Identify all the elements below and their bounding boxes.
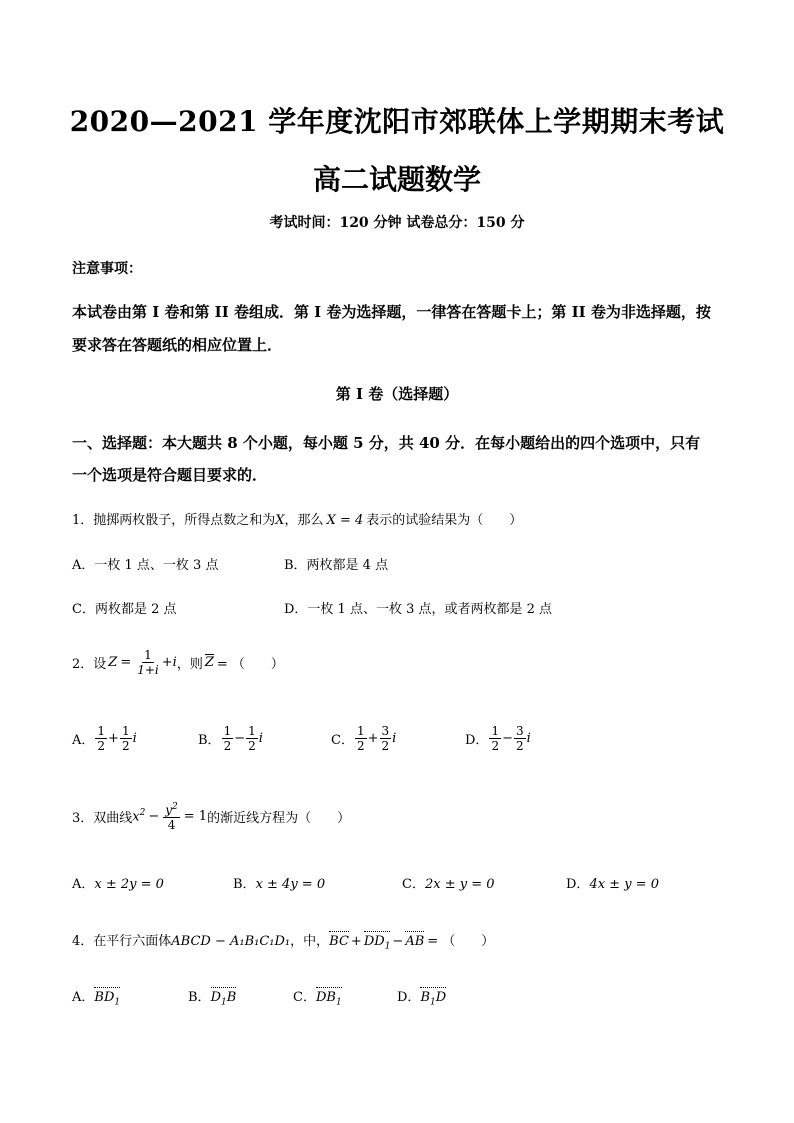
q4-option-label: A． xyxy=(72,990,95,1005)
q4-stem-part: ，中， xyxy=(290,934,330,949)
q3-option-a[interactable] xyxy=(72,873,164,892)
q3-stem-part: 的渐近线方程为（ ） xyxy=(207,810,351,826)
vec-base: BD xyxy=(94,990,115,1005)
q2-option-label: C． xyxy=(331,733,354,748)
vec-sub: 1 xyxy=(221,997,227,1008)
q4-vector-bc: BC xyxy=(329,934,349,949)
q4-vector-ab: AB xyxy=(405,934,425,949)
q3-fraction xyxy=(163,800,180,832)
vec-sub: 1 xyxy=(430,997,436,1008)
q2-option-c[interactable] xyxy=(331,724,396,753)
exam-info: 考试时间：120 分钟 试卷总分：150 分 xyxy=(269,215,525,231)
q2-option-frac xyxy=(222,724,234,753)
q4-vector-dd1 xyxy=(364,934,391,952)
vec-tail: B xyxy=(226,990,237,1005)
q4-option-vector xyxy=(316,990,342,1008)
q4-vector-dd1-base: DD xyxy=(363,934,385,949)
q2-fraction xyxy=(135,648,161,677)
q2-option-frac xyxy=(95,724,107,753)
q3-numerator: $y^2$ xyxy=(165,802,178,817)
q3-option-label: C． xyxy=(402,877,425,892)
q2-option-frac xyxy=(514,724,526,753)
q4-option-b[interactable] xyxy=(188,986,236,1008)
vec-base: B xyxy=(420,990,430,1005)
q2-stem-part: = （ ） xyxy=(216,657,284,672)
q4-stem-part: = （ ） xyxy=(427,934,495,949)
section-instruction-line1: 一、选择题：本大题共 8 个小题，每小题 5 分，共 40 分．在每小题给出的四个选项中，只有 xyxy=(72,434,701,452)
q2-z-conjugate: Z xyxy=(204,655,214,670)
frac-den: 2 xyxy=(515,739,524,753)
q3-option-label: B． xyxy=(233,877,256,892)
vec-sub: 1 xyxy=(114,997,121,1008)
q2-option-frac xyxy=(120,724,132,753)
q2-option-op: − xyxy=(502,731,513,746)
question-4-stem xyxy=(72,930,494,952)
notice-line2: 要求答在答题纸的相应位置上． xyxy=(72,336,283,354)
q2-option-a[interactable] xyxy=(72,724,137,753)
q1-equation: X = 4 xyxy=(326,513,364,528)
q3-option-d[interactable] xyxy=(566,873,659,892)
q2-numerator: 1 xyxy=(144,648,152,662)
q4-option-vector xyxy=(420,990,446,1008)
q2-option-op: + xyxy=(108,731,119,746)
section-instruction-line2: 一个选项是符合题目要求的． xyxy=(72,466,268,484)
q3-option-expr: x ± 4y = 0 xyxy=(255,877,326,892)
q4-minus: − xyxy=(392,934,404,949)
q4-option-a[interactable] xyxy=(72,986,120,1008)
q1-stem-part: 1．抛掷两枚骰子，所得点数之和为 xyxy=(72,513,276,528)
q2-option-d[interactable] xyxy=(465,724,531,753)
q1-option-c[interactable]: C．两枚都是 2 点 xyxy=(72,602,177,617)
q2-option-frac xyxy=(355,724,367,753)
q3-x-squared: $x^2$ xyxy=(132,807,146,825)
q2-option-op: − xyxy=(234,731,246,746)
q4-plus: + xyxy=(350,934,362,949)
vec-base: DB xyxy=(315,990,336,1005)
vec-sub: 1 xyxy=(335,997,342,1008)
q3-denominator: 4 xyxy=(167,818,176,832)
q3-option-expr: 4x ± y = 0 xyxy=(589,877,659,892)
q4-option-label: C． xyxy=(293,990,316,1005)
frac-num: 1 xyxy=(491,724,500,738)
q2-stem-part: ，则 xyxy=(176,657,203,672)
q1-stem-part: ，那么 xyxy=(284,513,324,528)
q3-y: y xyxy=(165,803,173,817)
q3-equals-one: = 1 xyxy=(183,808,208,824)
frac-den: 2 xyxy=(121,739,130,753)
q2-option-frac xyxy=(380,724,392,753)
q3-option-c[interactable] xyxy=(402,873,495,892)
q2-option-op: + xyxy=(367,731,379,746)
q3-option-label: A． xyxy=(72,877,95,892)
q2-stem-part: 2．设 xyxy=(72,657,107,672)
q2-plus-i: +i xyxy=(161,655,177,670)
frac-den: 2 xyxy=(97,739,106,753)
vec-tail: D xyxy=(435,990,447,1005)
q2-option-label: B． xyxy=(198,733,221,748)
q4-option-label: B． xyxy=(188,990,211,1005)
q2-option-i: i xyxy=(258,731,263,746)
q4-option-vector xyxy=(94,990,120,1008)
question-1-stem xyxy=(72,509,522,528)
frac-den: 2 xyxy=(381,739,390,753)
frac-den: 2 xyxy=(491,739,500,753)
q2-equals: = xyxy=(120,655,132,670)
q2-option-b[interactable] xyxy=(198,724,263,753)
q1-option-d[interactable]: D．一枚 1 点、一枚 3 点，或者两枚都是 2 点 xyxy=(284,602,553,617)
frac-num: 1 xyxy=(356,724,365,738)
frac-den: 2 xyxy=(356,739,365,753)
q3-minus: − xyxy=(148,808,160,824)
question-2-stem xyxy=(72,648,284,677)
frac-num: 1 xyxy=(248,724,256,738)
q3-option-expr: x ± 2y = 0 xyxy=(94,877,164,892)
q3-option-label: D． xyxy=(566,877,590,892)
q3-option-b[interactable] xyxy=(233,873,325,892)
frac-den: 2 xyxy=(248,739,256,753)
frac-num: 1 xyxy=(223,724,232,738)
q1-stem-part: 表示的试验结果为（ ） xyxy=(366,513,523,528)
q4-vector-dd1-sub: 1 xyxy=(384,941,391,952)
q2-option-frac xyxy=(489,724,501,753)
q2-option-i: i xyxy=(526,731,531,746)
q1-var-x: X xyxy=(275,513,285,528)
question-3-stem xyxy=(72,800,350,832)
q4-solid-name: ABCD − A₁B₁C₁D₁ xyxy=(171,934,291,949)
exam-title-line1: 2020—2021 学年度沈阳市郊联体上学期期末考试 xyxy=(69,105,725,138)
q1-option-b[interactable]: B．两枚都是 4 点 xyxy=(284,558,389,573)
exam-title-line2: 高二试题数学 xyxy=(312,163,481,196)
q2-denominator: 1+i xyxy=(137,663,159,677)
q3-stem-part: 3．双曲线 xyxy=(72,810,133,826)
q4-option-c[interactable] xyxy=(293,986,342,1008)
q4-stem-part: 4．在平行六面体 xyxy=(72,934,172,949)
frac-num: 3 xyxy=(381,724,390,738)
notice-heading: 注意事项： xyxy=(72,261,142,277)
q2-option-label: D． xyxy=(465,733,489,748)
q2-option-i: i xyxy=(132,731,137,746)
frac-num: 1 xyxy=(97,724,106,738)
q4-option-vector xyxy=(211,990,237,1008)
notice-line1: 本试卷由第 I 卷和第 II 卷组成．第 I 卷为选择题，一律答在答题卡上；第 II 卷为非选择题，按 xyxy=(72,303,711,321)
q2-option-label: A． xyxy=(72,733,95,748)
q3-option-expr: 2x ± y = 0 xyxy=(424,877,495,892)
q2-var-z: Z xyxy=(108,655,118,670)
vec-base: D xyxy=(210,990,221,1005)
frac-num: 3 xyxy=(515,724,524,738)
q4-option-label: D． xyxy=(397,990,421,1005)
q1-option-a[interactable]: A．一枚 1 点、一枚 3 点 xyxy=(72,558,219,573)
frac-num: 1 xyxy=(121,724,130,738)
section-title: 第 I 卷（选择题） xyxy=(335,385,459,403)
q2-option-i: i xyxy=(392,731,397,746)
q2-option-frac xyxy=(246,724,258,753)
q3-x: x xyxy=(132,809,140,825)
q4-option-d[interactable] xyxy=(397,986,446,1008)
frac-den: 2 xyxy=(223,739,232,753)
